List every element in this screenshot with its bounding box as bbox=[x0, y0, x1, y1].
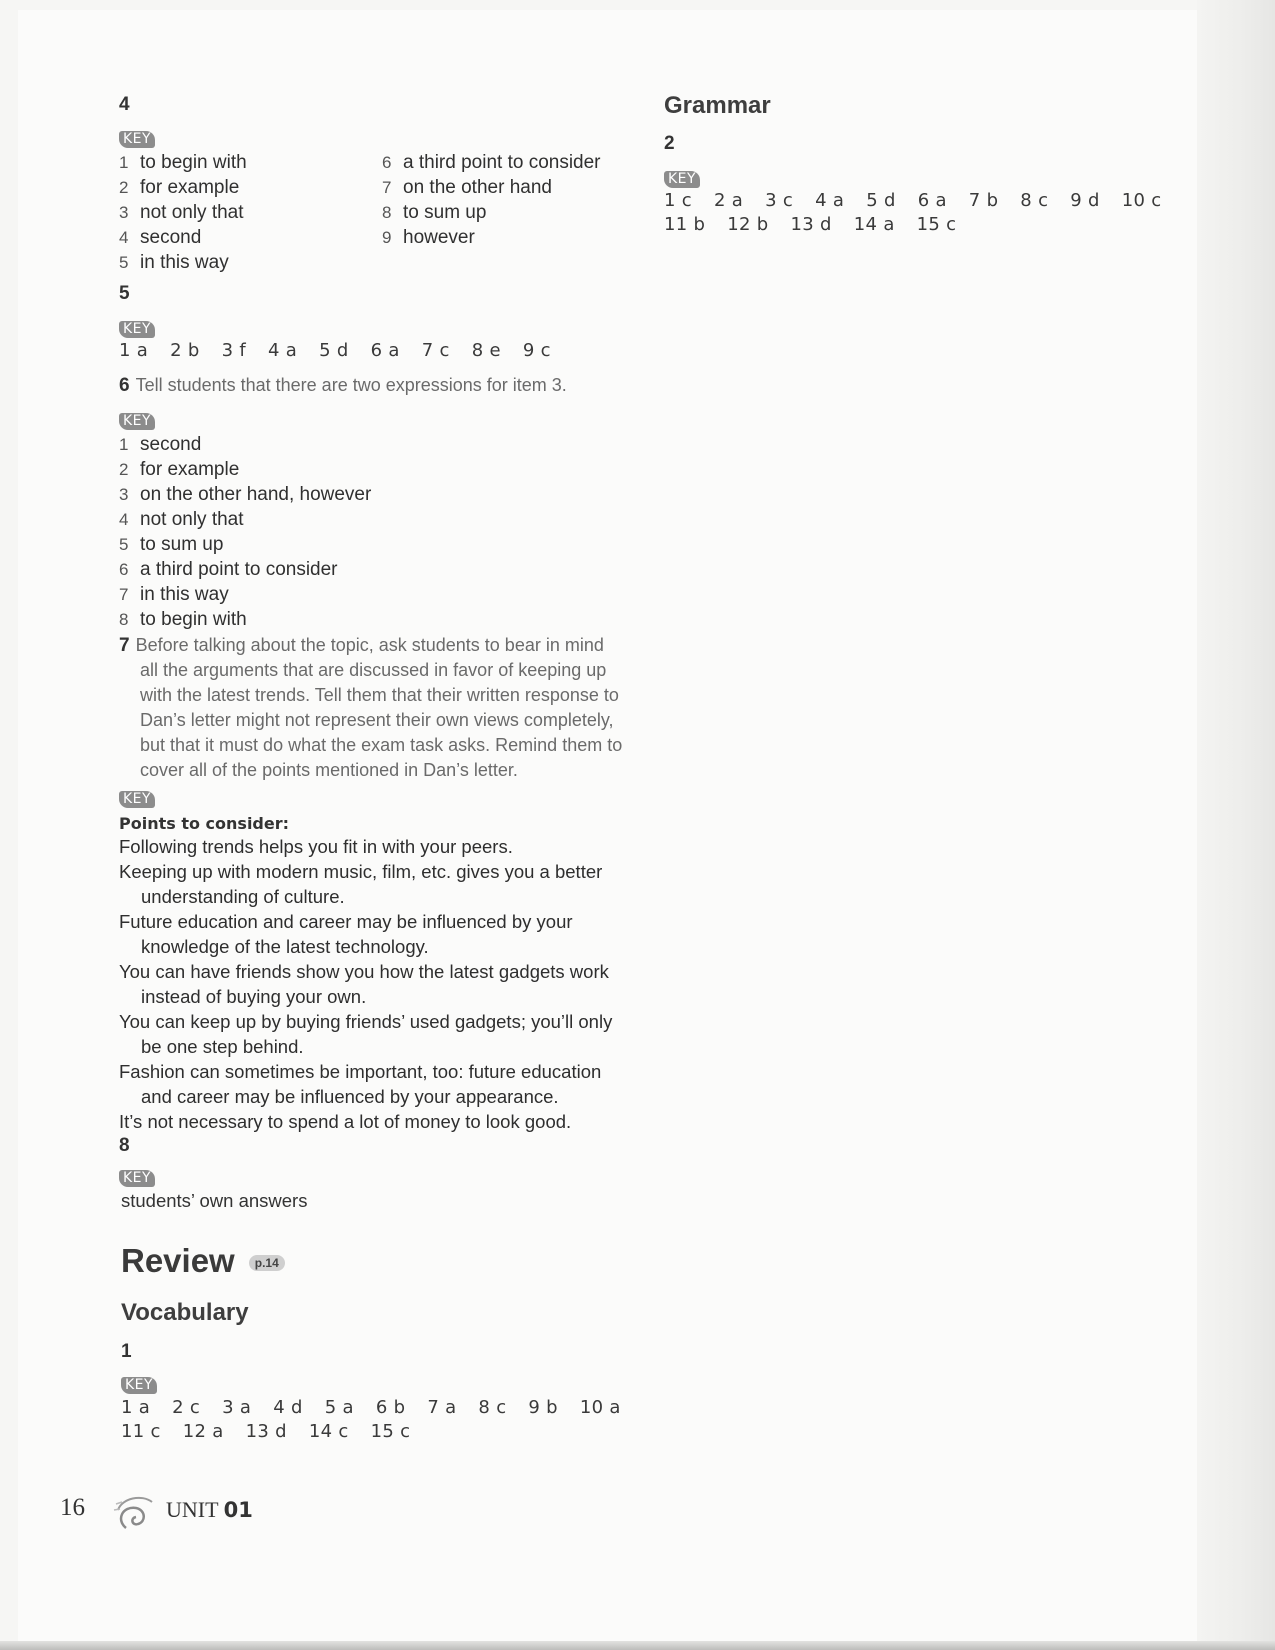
exercise-5-answers: 1 a 2 b 3 f 4 a 5 d 6 a 7 c 8 e 9 c bbox=[119, 340, 551, 361]
page-number: 16 bbox=[60, 1494, 85, 1521]
exercise-4-number: 4 bbox=[119, 94, 130, 115]
exercise-6-note: 6 Tell students that there are two expressions for item 3. bbox=[119, 375, 567, 396]
list-item: Future education and career may be influenced by your knowledge of the latest technology. bbox=[119, 911, 573, 957]
list-item: 7 on the other hand bbox=[382, 177, 552, 198]
grammar-heading: Grammar bbox=[664, 92, 771, 119]
page-reference-badge: p.14 bbox=[249, 1255, 285, 1271]
list-item: Keeping up with modern music, film, etc. gives you a better understanding of culture. bbox=[119, 861, 603, 907]
key-badge: KEY bbox=[119, 413, 155, 430]
list-item: You can have friends show you how the latest gadgets work instead of buying your own. bbox=[119, 961, 609, 1007]
grammar-answers-row2: 11 b 12 b 13 d 14 a 15 c bbox=[664, 214, 957, 235]
list-item: 6 a third point to consider bbox=[382, 152, 601, 173]
page-edge-shadow bbox=[1197, 0, 1275, 1650]
list-item: 2 for example bbox=[119, 459, 240, 480]
list-item: 9 however bbox=[382, 227, 475, 248]
list-item: 8 to sum up bbox=[382, 202, 487, 223]
vocabulary-answers-row2: 11 c 12 a 13 d 14 c 15 c bbox=[121, 1421, 411, 1442]
key-badge: KEY bbox=[119, 321, 155, 338]
key-badge: KEY bbox=[119, 131, 155, 148]
key-badge: KEY bbox=[121, 1377, 157, 1394]
list-item: It’s not necessary to spend a lot of money to look good. bbox=[119, 1111, 572, 1132]
list-item: 4 second bbox=[119, 227, 202, 248]
page-bottom-edge bbox=[0, 1641, 1275, 1650]
vocabulary-exercise-1-number: 1 bbox=[121, 1341, 132, 1362]
list-item: 7 in this way bbox=[119, 584, 229, 605]
grammar-exercise-2-number: 2 bbox=[664, 133, 675, 154]
exercise-6-list bbox=[119, 432, 371, 632]
exercise-5-number: 5 bbox=[119, 283, 130, 304]
list-item: 3 not only that bbox=[119, 202, 244, 223]
exercise-4-list-col1 bbox=[119, 150, 247, 275]
vocabulary-answers-row1: 1 a 2 c 3 a 4 d 5 a 6 b 7 a 8 c 9 b 10 a bbox=[121, 1397, 621, 1418]
exercise-8-number: 8 bbox=[119, 1135, 130, 1156]
key-badge: KEY bbox=[119, 791, 155, 808]
exercise-7-note: 7 Before talking about the topic, ask students to bear in mind all the arguments that are discussed in favor of keeping up with the latest trends. Tell them that their written response to Dan’s letter might not represent their own views completely, but that it must do what the exam task asks. Remind them to cover all of the points mentioned in Dan’s letter. bbox=[119, 635, 623, 780]
points-to-consider-list bbox=[119, 834, 619, 1134]
list-item: 2 for example bbox=[119, 177, 240, 198]
list-item: 1 to begin with bbox=[119, 152, 247, 173]
points-to-consider-title: Points to consider: bbox=[119, 814, 290, 833]
list-item: Fashion can sometimes be important, too: future education and career may be influenced by your appearance. bbox=[119, 1061, 602, 1107]
key-badge: KEY bbox=[664, 171, 700, 188]
unit-label: UNIT 01 bbox=[166, 1497, 253, 1522]
list-item: 5 in this way bbox=[119, 252, 229, 273]
exercise-8-answer: students’ own answers bbox=[121, 1190, 308, 1211]
exercise-4-list-col2 bbox=[382, 150, 601, 250]
grammar-answers-row1: 1 c 2 a 3 c 4 a 5 d 6 a 7 b 8 c 9 d 10 c bbox=[664, 190, 1162, 211]
list-item: 6 a third point to consider bbox=[119, 559, 338, 580]
list-item: 8 to begin with bbox=[119, 609, 247, 630]
list-item: Following trends helps you fit in with your peers. bbox=[119, 836, 513, 857]
list-item: 3 on the other hand, however bbox=[119, 484, 372, 505]
vocabulary-heading: Vocabulary bbox=[121, 1299, 249, 1326]
list-item: 4 not only that bbox=[119, 509, 244, 530]
unit-swirl-icon bbox=[112, 1490, 162, 1541]
key-badge: KEY bbox=[119, 1170, 155, 1187]
review-heading: Review p.14 bbox=[121, 1242, 285, 1280]
list-item: 1 second bbox=[119, 434, 202, 455]
list-item: 5 to sum up bbox=[119, 534, 224, 555]
list-item: You can keep up by buying friends’ used gadgets; you’ll only be one step behind. bbox=[119, 1011, 613, 1057]
